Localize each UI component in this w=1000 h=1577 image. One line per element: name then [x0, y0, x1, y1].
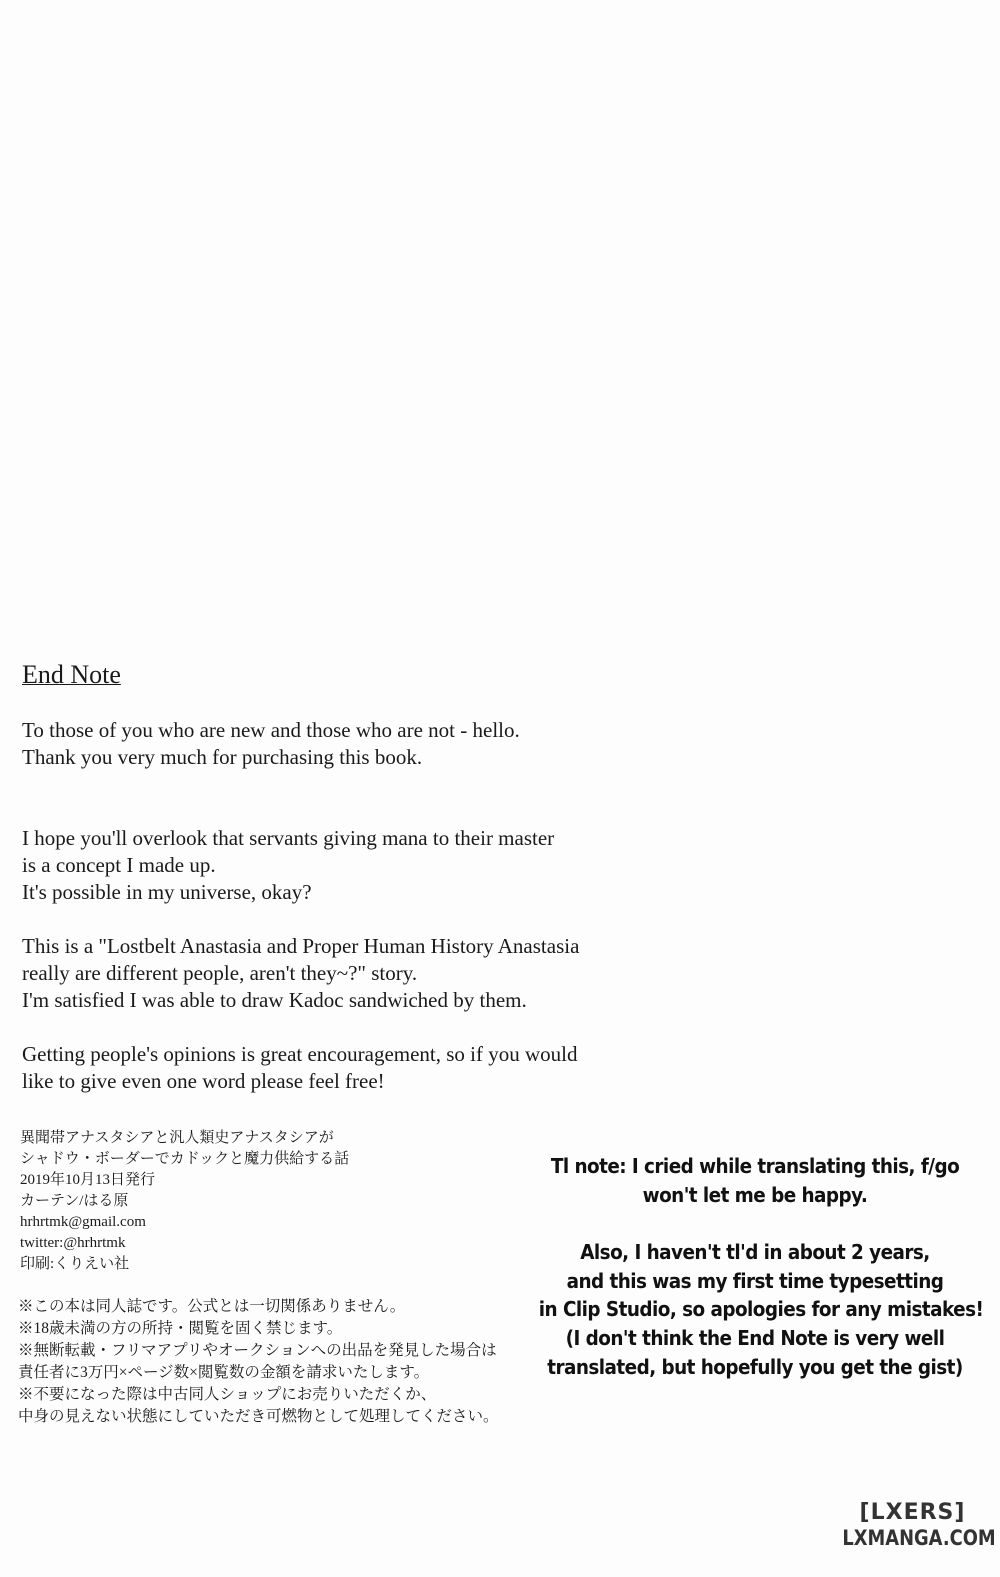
- notice-line: ※無断転載・フリマアプリやオークションへの出品を発見した場合は: [18, 1342, 497, 1359]
- text-line: like to give even one word please feel free!: [22, 1069, 385, 1093]
- tl-line: (I don't think the End Note is very well: [565, 1325, 945, 1350]
- text-line: is a concept I made up.: [22, 853, 216, 877]
- watermark-site: LXMANGA.COM: [842, 1526, 996, 1550]
- tl-line: won't let me be happy.: [642, 1182, 868, 1207]
- publish-date: 2019年10月13日発行: [20, 1172, 156, 1188]
- notice-line: ※不要になった際は中古同人ショップにお売りいただくか、: [18, 1386, 437, 1403]
- tl-line: and this was my first time typesetting: [566, 1268, 944, 1293]
- text-line: really are different people, aren't they~?" story.: [22, 961, 418, 985]
- tl-line: Tl note: I cried while translating this, f/go: [550, 1154, 960, 1178]
- notices: [18, 1296, 499, 1428]
- tl-line: Also, I haven't tl'd in about 2 years,: [580, 1240, 930, 1265]
- watermark-logo: [830, 1500, 995, 1551]
- watermark-group: [LXERS]: [859, 1500, 966, 1525]
- circle-author: カーテン/はる原: [20, 1193, 129, 1209]
- printer: 印刷:くりえい社: [20, 1256, 130, 1272]
- notice-line: 責任者に3万円×ページ数×閲覧数の金額を請求いたします。: [18, 1364, 430, 1381]
- tl-line: translated, but hopefully you get the gist): [547, 1354, 963, 1379]
- text-line: Getting people's opinions is great encouragement, so if you would: [22, 1042, 578, 1066]
- notice-line: 中身の見えない状態にしていただき可燃物として処理してください。: [18, 1408, 499, 1425]
- book-title-line: シャドウ・ボーダーでカドックと魔力供給する話: [20, 1151, 350, 1167]
- book-title-line: 異聞帯アナスタシアと汎人類史アナスタシアが: [20, 1130, 334, 1146]
- text-line: Thank you very much for purchasing this book.: [22, 745, 423, 769]
- text-line: It's possible in my universe, okay?: [22, 880, 312, 904]
- end-note-title: End Note: [22, 660, 121, 689]
- notice-line: ※18歳未満の方の所持・閲覧を固く禁じます。: [18, 1320, 343, 1337]
- email: hrhrtmk@gmail.com: [20, 1214, 146, 1230]
- text-line: I'm satisfied I was able to draw Kadoc sandwiched by them.: [22, 988, 527, 1012]
- translator-note: [538, 1152, 984, 1381]
- colophon: [20, 1128, 349, 1275]
- end-note-body: [22, 690, 579, 1095]
- twitter-handle: twitter:@hrhrtmk: [20, 1235, 126, 1251]
- text-line: To those of you who are new and those who are not - hello.: [22, 718, 520, 742]
- text-line: This is a "Lostbelt Anastasia and Proper Human History Anastasia: [22, 934, 580, 958]
- notice-line: ※この本は同人誌です。公式とは一切関係ありません。: [18, 1298, 406, 1315]
- tl-line: in Clip Studio, so apologies for any mistakes!: [538, 1297, 984, 1322]
- text-line: I hope you'll overlook that servants giving mana to their master: [22, 826, 555, 850]
